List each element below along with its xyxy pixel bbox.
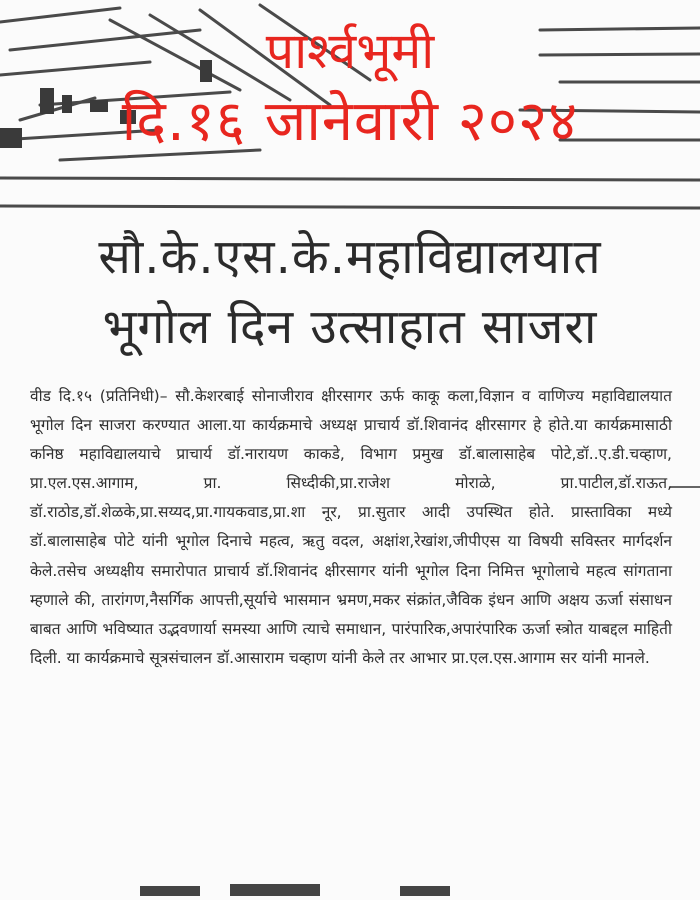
- headline-line-1: सौ.के.एस.के.महाविद्यालयात: [98, 229, 602, 285]
- article-headline: [0, 222, 700, 362]
- cropped-next-article-fragment: [0, 872, 700, 900]
- overlay-title: पार्श्वभूमी: [265, 22, 435, 80]
- column-rule: [670, 486, 700, 488]
- overlay-date: दि.१६ जानेवारी २०२४: [121, 89, 579, 154]
- article-paragraph: वीड दि.१५ (प्रतिनिधी)– सौ.केशरबाई सोनाजीराव क्षीरसागर ऊर्फ काकू कला,विज्ञान व वाणिज्य महाविद्यालयात भूगोल दिन साजरा करण्यात आला.या कार्यक्रमाचे अध्यक्ष प्राचार्य डॉ.शिवानंद क्षीरसागर हे होते.या कार्यक्रमासाठी कनिष्ठ महाविद्यालयाचे प्राचार्य डॉ.नारायण काकडे, विभाग प्रमुख डॉ.बालासाहेब पोटे,डॉ..ए.डी.चव्हाण, प्रा.एल.एस.आगाम, प्रा. सिध्दीकी,प्रा.राजेश मोराळे, प्रा.पाटील,डॉ.राऊत, डॉ.राठोड,डॉ.शेळके,प्रा.सय्यद,प्रा.गायकवाड,प्रा.शा नूर, प्रा.सुतार आदी उपस्थित होते. प्रास्ताविका मध्ये डॉ.बालासाहेब पोटे यांनी भूगोल दिनाचे महत्व, ऋतु वदल, अक्षांश,रेखांश,जीपीएस या विषयी सविस्तर मार्गदर्शन केले.तसेच अध्यक्षीय समारोपात प्राचार्य डॉ.शिवानंद क्षीरसागर यांनी भूगोल दिना निमित्त भूगोलाचे महत्व सांगताना म्हणाले की, तारांगण,नैसर्गिक आपत्ती,सूर्याचे भासमान भ्रमण,मकर संक्रांत,जैविक इंधन आणि अक्षय ऊर्जा संसाधन बाबत आणि भविष्यात उद्भवणार्या समस्या आणि त्याचे समाधान, पारंपारिक,अपारंपारिक ऊर्जा स्त्रोत याबद्दल माहिती दिली. या कार्यक्रमाचे सूत्रसंचालन डॉ.आसाराम चव्हाण यांनी केले तर आभार प्रा.एल.एस.आगाम सर यांनी मानले.: [30, 387, 672, 667]
- red-overlay-caption: [0, 18, 700, 160]
- headline-line-2: भूगोल दिन उत्साहात साजरा: [102, 299, 598, 355]
- article-body: [30, 382, 672, 673]
